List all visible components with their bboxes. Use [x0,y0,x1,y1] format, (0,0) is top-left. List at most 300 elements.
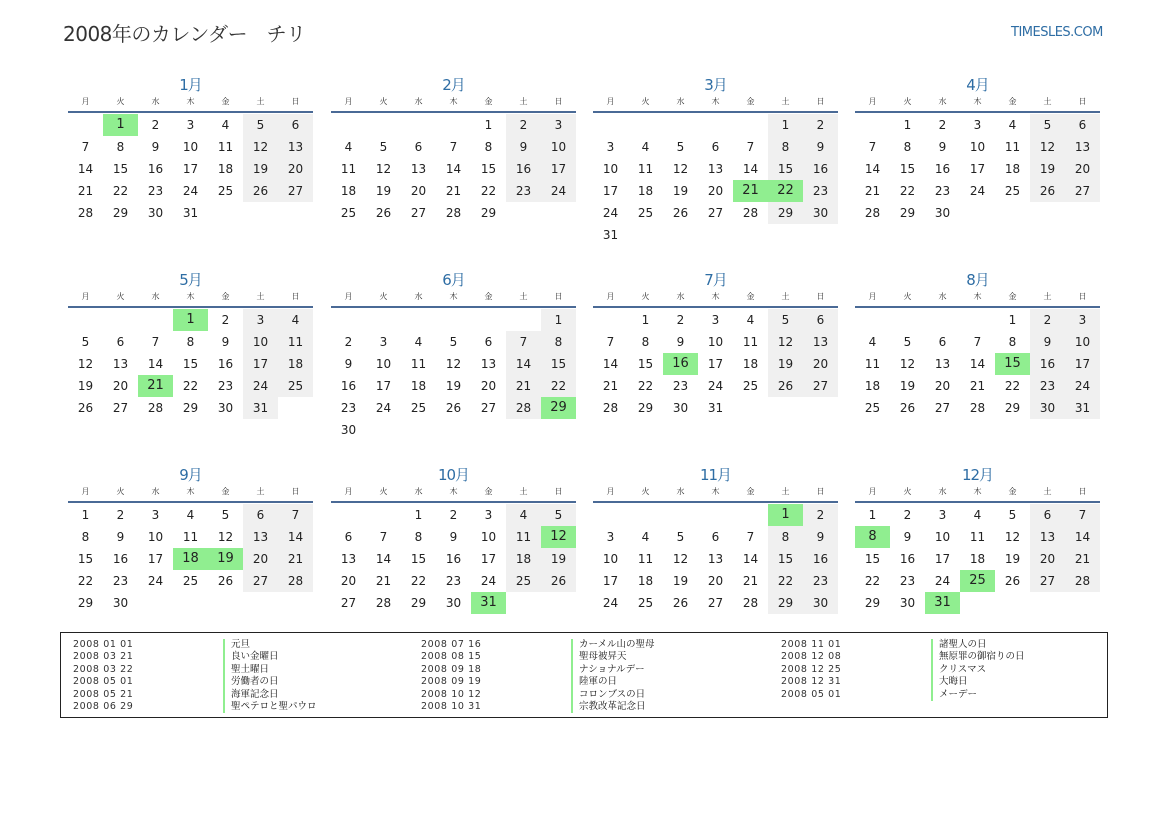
holiday-date: 2008 06 29 [73,700,134,712]
day-cell: 10 [707,335,724,349]
week-row [331,136,576,158]
weekday-label: 水 [414,97,423,106]
month-block [593,268,838,419]
month-title: 3月 [704,76,727,94]
day-cell: 17 [602,184,619,198]
day-cell: 24 [375,401,392,415]
day-cell: 21 [733,180,768,202]
weekday-label: 水 [938,292,947,301]
week-row [855,526,1100,548]
day-cell: 20 [1065,158,1100,180]
day-cell: 1 [768,114,803,136]
day-cell: 10 [480,530,497,544]
empty-day-cell [698,114,733,136]
week-row [855,158,1100,180]
holiday-name: ナショナルデー [571,664,645,676]
weekday-label: 月 [344,292,353,301]
empty-day-cell [1030,202,1065,224]
day-cell: 14 [375,552,392,566]
day-cell: 13 [480,357,497,371]
holiday-row [409,664,655,676]
weekday-label: 土 [256,97,265,106]
day-cell: 13 [243,526,278,548]
week-row [68,158,313,180]
day-cell: 2 [803,504,838,526]
day-cell: 18 [340,184,357,198]
weekday-label: 水 [676,292,685,301]
weekday-label: 金 [1008,487,1017,496]
empty-day-cell [855,114,890,136]
holiday-name: 良い金曜日 [223,651,279,663]
day-cell: 29 [637,401,654,415]
holiday-row [409,651,655,663]
day-cell: 20 [278,158,313,180]
day-cell: 17 [969,162,986,176]
weekday-label: 月 [606,487,615,496]
day-cell: 23 [803,180,838,202]
week-row [68,504,313,526]
day-cell: 19 [375,184,392,198]
holiday-name: コロンブスの日 [571,689,645,701]
holiday-column [409,639,655,713]
empty-day-cell [243,202,278,224]
week-row [68,397,313,419]
weekday-label: 水 [676,487,685,496]
day-cell: 17 [375,379,392,393]
empty-day-cell [68,309,103,331]
day-cell: 4 [414,335,423,349]
day-cell: 18 [506,548,541,570]
month-title: 11月 [699,466,732,484]
day-cell: 5 [903,335,912,349]
weekday-header [331,97,576,113]
empty-day-cell [1065,202,1100,224]
day-cell: 1 [641,313,650,327]
weekday-header [593,487,838,503]
week-row [855,397,1100,419]
day-cell: 10 [1065,331,1100,353]
empty-day-cell [768,224,803,246]
week-row [331,526,576,548]
day-cell: 31 [602,228,619,242]
weekday-label: 土 [1043,97,1052,106]
month-title: 9月 [179,466,202,484]
day-cell: 11 [278,331,313,353]
day-cell: 15 [77,552,94,566]
holiday-row [61,664,317,676]
week-row [855,136,1100,158]
holiday-name: 聖母被昇天 [571,651,627,663]
day-cell: 11 [1004,140,1021,154]
holiday-date: 2008 05 01 [781,688,842,700]
weekday-header [331,292,576,308]
weekday-label: 火 [903,487,912,496]
week-row [593,526,838,548]
day-cell: 13 [340,552,357,566]
day-cell: 11 [217,140,234,154]
empty-day-cell [593,504,628,526]
day-cell: 23 [340,401,357,415]
week-row [331,202,576,224]
holiday-row [61,701,317,713]
empty-day-cell [768,397,803,419]
holiday-date: 2008 01 01 [73,639,134,650]
weekday-label: 木 [186,292,195,301]
weekday-header [68,97,313,113]
day-cell: 9 [221,335,230,349]
empty-day-cell [628,114,663,136]
day-cell: 17 [147,552,164,566]
day-cell: 19 [243,158,278,180]
day-cell: 4 [344,140,353,154]
week-row [331,158,576,180]
day-cell: 9 [449,530,458,544]
holiday-date: 2008 05 21 [73,688,134,700]
holiday-row [61,639,317,651]
weekday-label: 火 [641,97,650,106]
empty-day-cell [960,592,995,614]
day-cell: 25 [410,401,427,415]
day-cell: 6 [1030,504,1065,526]
weekday-label: 月 [606,97,615,106]
day-cell: 12 [445,357,462,371]
day-cell: 7 [746,530,755,544]
day-cell: 28 [506,397,541,419]
weekday-label: 金 [1008,97,1017,106]
holiday-name: 海軍記念日 [223,689,279,701]
empty-day-cell [243,592,278,614]
day-cell: 3 [243,309,278,331]
weekday-label: 水 [151,97,160,106]
weekday-label: 日 [554,292,563,301]
day-cell: 12 [541,526,576,548]
weekday-label: 土 [256,487,265,496]
empty-day-cell [733,114,768,136]
week-row [593,309,838,331]
week-row [855,309,1100,331]
day-cell: 30 [672,401,689,415]
empty-day-cell [890,309,925,331]
weekday-label: 金 [1008,292,1017,301]
day-cell: 16 [803,158,838,180]
month-title: 7月 [704,271,727,289]
weekday-label: 月 [81,487,90,496]
day-cell: 28 [278,570,313,592]
holiday-date: 2008 09 18 [421,663,482,675]
day-cell: 29 [899,206,916,220]
day-cell: 15 [768,158,803,180]
holiday-date: 2008 12 08 [781,651,842,663]
empty-day-cell [925,309,960,331]
month-block [855,268,1100,419]
day-cell: 28 [77,206,94,220]
holiday-row [409,639,655,651]
day-cell: 22 [899,184,916,198]
day-cell: 21 [278,548,313,570]
week-row [855,202,1100,224]
empty-day-cell [733,504,768,526]
empty-day-cell [331,114,366,136]
day-cell: 4 [506,504,541,526]
weekday-label: 日 [1078,487,1087,496]
day-cell: 27 [112,401,129,415]
day-cell: 24 [480,574,497,588]
day-cell: 18 [864,379,881,393]
holiday-row [769,639,1025,651]
day-cell: 4 [641,530,650,544]
day-cell: 27 [1065,180,1100,202]
day-cell: 23 [147,184,164,198]
week-row [593,353,838,375]
day-cell: 13 [934,357,951,371]
day-cell: 11 [637,162,654,176]
week-row [331,180,576,202]
empty-day-cell [803,397,838,419]
holiday-name: 聖ペテロと聖パウロ [223,701,317,713]
holiday-date: 2008 11 01 [781,639,842,650]
day-cell: 5 [379,140,388,154]
empty-day-cell [506,202,541,224]
week-row [68,114,313,136]
weekday-label: 木 [973,97,982,106]
week-row [331,397,576,419]
day-cell: 14 [969,357,986,371]
holiday-date: 2008 09 19 [421,676,482,688]
day-cell: 26 [1030,180,1065,202]
day-cell: 19 [77,379,94,393]
week-row [68,309,313,331]
day-cell: 29 [541,397,576,419]
day-cell: 24 [707,379,724,393]
week-row [855,375,1100,397]
day-cell: 17 [707,357,724,371]
day-cell: 2 [221,313,230,327]
day-cell: 19 [1004,552,1021,566]
day-cell: 23 [934,184,951,198]
day-cell: 26 [672,596,689,610]
day-cell: 23 [112,574,129,588]
empty-day-cell [208,592,243,614]
weekday-label: 水 [938,97,947,106]
day-cell: 6 [1065,114,1100,136]
day-cell: 27 [1030,570,1065,592]
holiday-row [769,651,1025,663]
day-cell: 11 [506,526,541,548]
day-cell: 15 [480,162,497,176]
weekday-label: 金 [484,97,493,106]
day-cell: 21 [375,574,392,588]
month-title: 12月 [961,466,994,484]
day-cell: 30 [112,596,129,610]
day-cell: 30 [217,401,234,415]
day-cell: 27 [707,596,724,610]
weekday-label: 木 [449,292,458,301]
empty-day-cell [138,592,173,614]
weekday-label: 木 [186,487,195,496]
weekday-label: 火 [903,292,912,301]
day-cell: 11 [864,357,881,371]
day-cell: 5 [768,309,803,331]
weekday-label: 火 [116,487,125,496]
day-cell: 8 [186,335,195,349]
weekday-label: 日 [554,97,563,106]
holiday-name: 陸軍の日 [571,676,617,688]
weekday-label: 月 [606,292,615,301]
day-cell: 18 [278,353,313,375]
day-cell: 23 [1030,375,1065,397]
month-title: 4月 [966,76,989,94]
day-cell: 17 [182,162,199,176]
empty-day-cell [366,309,401,331]
weekday-label: 木 [973,487,982,496]
day-cell: 2 [676,313,685,327]
day-cell: 11 [410,357,427,371]
holiday-row [769,664,1025,676]
day-cell: 5 [1030,114,1065,136]
day-cell: 17 [480,552,497,566]
day-cell: 16 [1030,353,1065,375]
month-title: 1月 [179,76,202,94]
week-row [593,114,838,136]
weekday-label: 日 [291,292,300,301]
day-cell: 9 [803,526,838,548]
day-cell: 15 [410,552,427,566]
day-cell: 18 [742,357,759,371]
week-row [855,331,1100,353]
day-cell: 14 [742,162,759,176]
weekday-label: 日 [1078,97,1087,106]
day-cell: 30 [803,592,838,614]
day-cell: 9 [506,136,541,158]
day-cell: 6 [938,335,947,349]
empty-day-cell [173,592,208,614]
month-title: 2月 [442,76,465,94]
day-cell: 27 [243,570,278,592]
day-cell: 18 [637,184,654,198]
day-cell: 23 [803,570,838,592]
day-cell: 6 [243,504,278,526]
day-cell: 4 [641,140,650,154]
day-cell: 16 [934,162,951,176]
empty-day-cell [733,397,768,419]
week-row [593,504,838,526]
day-cell: 27 [480,401,497,415]
week-row [855,570,1100,592]
day-cell: 31 [1065,397,1100,419]
weekday-label: 土 [519,487,528,496]
empty-day-cell [541,592,576,614]
day-cell: 20 [340,574,357,588]
day-cell: 19 [768,353,803,375]
empty-day-cell [506,419,541,441]
holiday-name: 無原罪の御宿りの日 [931,651,1025,663]
holiday-name: 大晦日 [931,676,968,688]
day-cell: 26 [541,570,576,592]
empty-day-cell [593,114,628,136]
empty-day-cell [960,202,995,224]
day-cell: 31 [707,401,724,415]
day-cell: 20 [707,184,724,198]
empty-day-cell [628,504,663,526]
day-cell: 29 [410,596,427,610]
day-cell: 2 [344,335,353,349]
day-cell: 23 [217,379,234,393]
weekday-label: 月 [868,487,877,496]
holiday-date: 2008 10 12 [421,688,482,700]
day-cell: 7 [151,335,160,349]
weekday-label: 金 [746,292,755,301]
weekday-label: 火 [379,487,388,496]
weekday-label: 火 [379,97,388,106]
weekday-label: 月 [868,97,877,106]
empty-day-cell [995,202,1030,224]
day-cell: 5 [243,114,278,136]
empty-day-cell [471,419,506,441]
site-link[interactable]: TIMESLES.COM [1011,25,1103,40]
day-cell: 14 [1065,526,1100,548]
day-cell: 7 [973,335,982,349]
month-block [68,73,313,224]
week-row [68,136,313,158]
week-row [331,114,576,136]
day-cell: 12 [768,331,803,353]
weekday-label: 木 [449,487,458,496]
empty-day-cell [803,224,838,246]
day-cell: 3 [973,118,982,132]
day-cell: 28 [1065,570,1100,592]
day-cell: 2 [938,118,947,132]
empty-day-cell [541,202,576,224]
empty-day-cell [855,309,890,331]
day-cell: 2 [1030,309,1065,331]
day-cell: 12 [672,162,689,176]
day-cell: 18 [173,548,208,570]
empty-day-cell [401,114,436,136]
day-cell: 3 [151,508,160,522]
day-cell: 2 [803,114,838,136]
empty-day-cell [628,224,663,246]
weekday-label: 日 [816,487,825,496]
day-cell: 13 [707,162,724,176]
day-cell: 17 [541,158,576,180]
weekday-label: 火 [379,292,388,301]
day-cell: 28 [742,596,759,610]
day-cell: 19 [899,379,916,393]
day-cell: 8 [414,530,423,544]
day-cell: 26 [445,401,462,415]
day-cell: 2 [506,114,541,136]
weekday-label: 木 [186,97,195,106]
week-row [855,353,1100,375]
empty-day-cell [995,592,1030,614]
weekday-label: 日 [1078,292,1087,301]
day-cell: 16 [112,552,129,566]
day-cell: 27 [934,401,951,415]
day-cell: 24 [182,184,199,198]
holiday-name: カーメル山の聖母 [571,639,655,651]
day-cell: 21 [742,574,759,588]
month-block [331,268,576,441]
day-cell: 31 [182,206,199,220]
week-row [593,375,838,397]
empty-day-cell [366,114,401,136]
day-cell: 8 [768,526,803,548]
day-cell: 10 [147,530,164,544]
week-row [68,375,313,397]
day-cell: 14 [278,526,313,548]
holiday-column [61,639,317,713]
holiday-name: 労働者の日 [223,676,279,688]
